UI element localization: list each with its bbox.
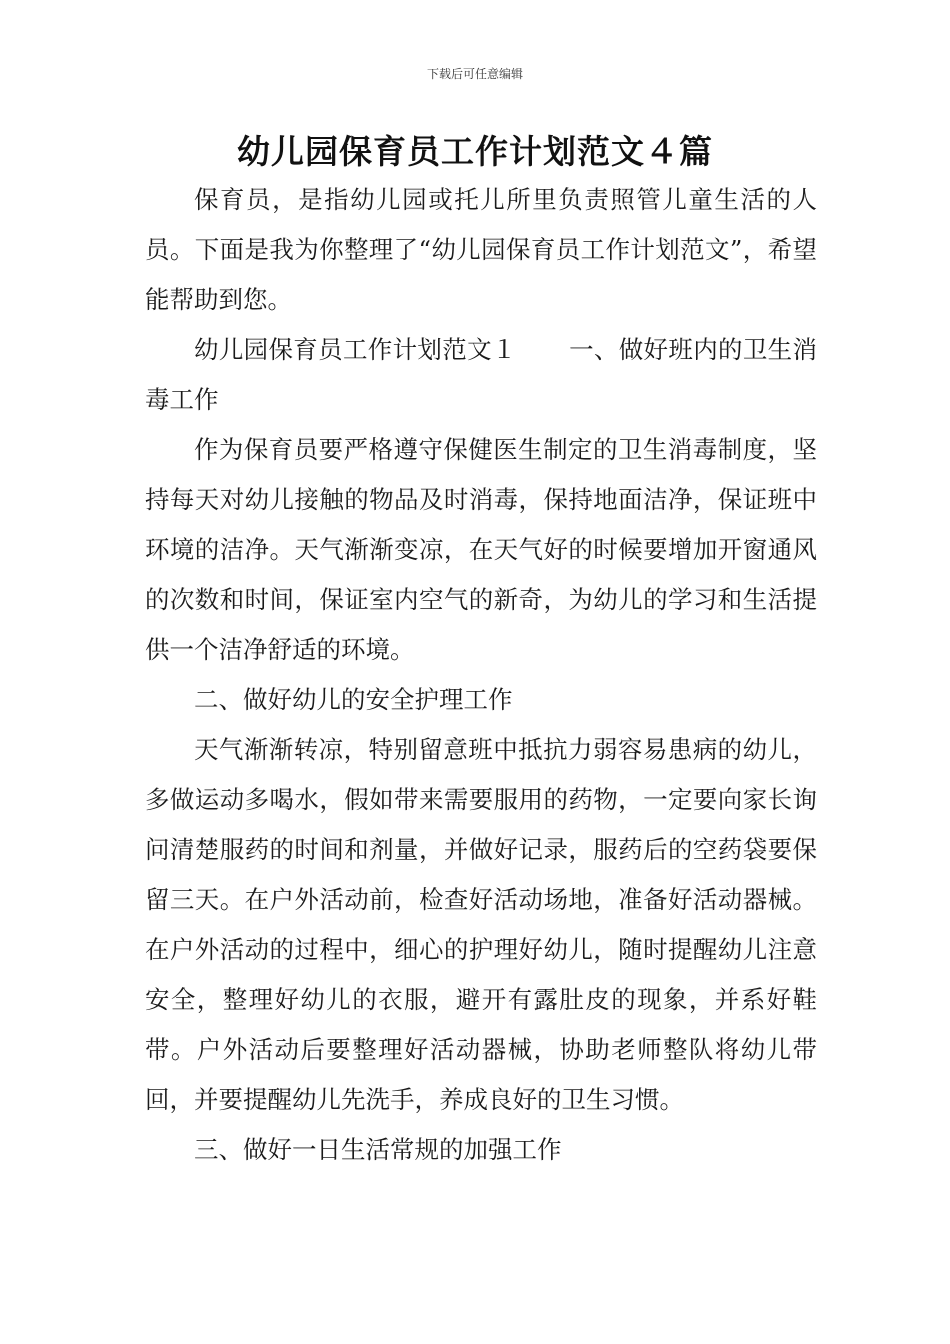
- document-title: 幼儿园保育员工作计划范文４篇: [237, 132, 713, 171]
- body-paragraph-2: 天气渐渐转凉，特别留意班中抵抗力弱容易患病的幼儿，多做运动多喝水，假如带来需要服用的药物，一定要向家长询问清楚服药的时间和剂量，并做好记录，服药后的空药袋要保留三天。在户外活动前，检查好活动场地，准备好活动器械。在户外活动的过程中，细心的护理好幼儿，随时提醒幼儿注意安全，整理好幼儿的衣服，避开有露肚皮的现象，并系好鞋带。户外活动后要整理好活动器械，协助老师整队将幼儿带回，并要提醒幼儿先洗手，养成良好的卫生习惯。: [145, 735, 817, 1114]
- intro-paragraph: 保育员，是指幼儿园或托儿所里负责照管儿童生活的人员。下面是我为你整理了“幼儿园保育员工作计划范文”，希望能帮助到您。: [145, 185, 817, 314]
- section-heading-1: 一、做好班内的卫生消毒工作: [145, 335, 818, 414]
- section-heading-3: 三、做好一日生活常规的加强工作: [194, 1135, 562, 1164]
- sample-title: 幼儿园保育员工作计划范文１: [194, 335, 517, 364]
- section-heading-2: 二、做好幼儿的安全护理工作: [194, 685, 513, 714]
- document-body: [145, 175, 817, 1175]
- header-note: 下载后可任意编辑: [426, 67, 523, 81]
- body-paragraph-1: 作为保育员要严格遵守保健医生制定的卫生消毒制度，坚持每天对幼儿接触的物品及时消毒，保持地面洁净，保证班中环境的洁净。天气渐渐变凉，在天气好的时候要增加开窗通风的次数和时间，保证室内空气的新奇，为幼儿的学习和生活提供一个洁净舒适的环境。: [145, 435, 817, 664]
- section-heading-paragraph: [145, 325, 817, 425]
